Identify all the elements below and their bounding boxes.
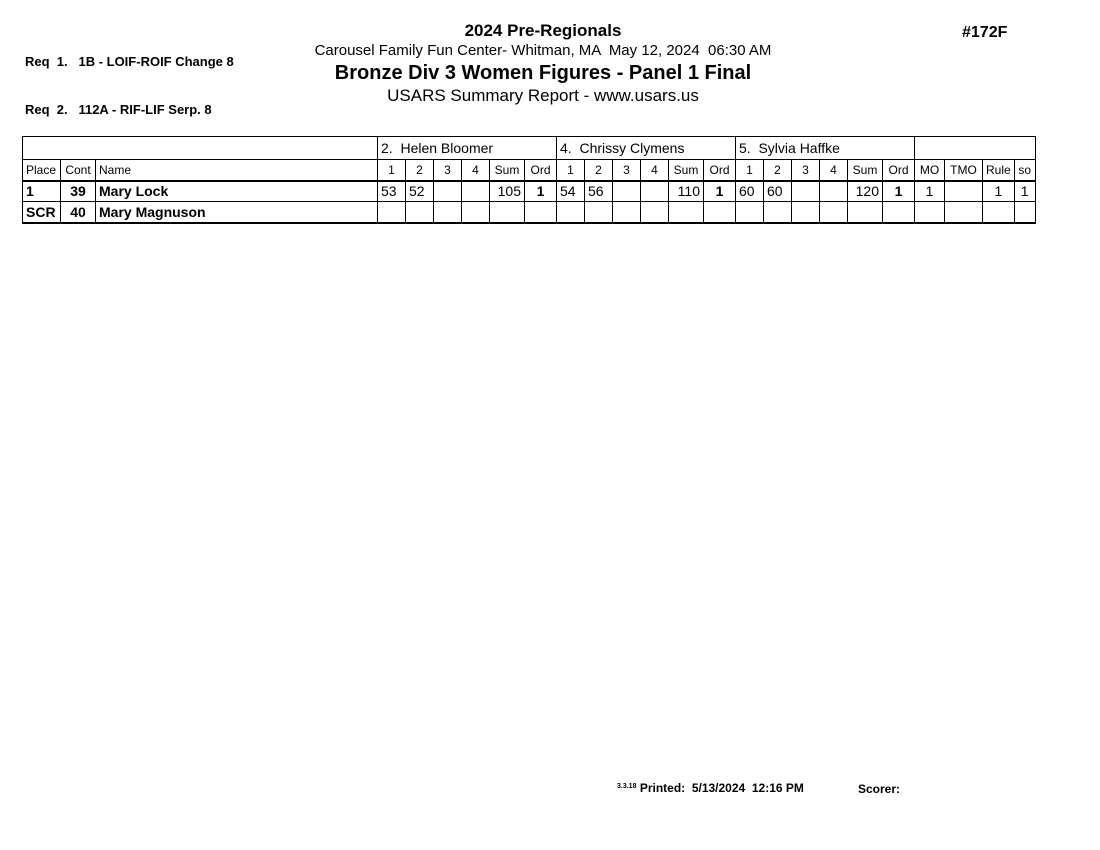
column-header-4: 4 — [641, 160, 669, 181]
cell-score — [557, 202, 585, 223]
column-header-4: 4 — [462, 160, 490, 181]
column-header-3: 3 — [434, 160, 462, 181]
scorer-label: Scorer: — [858, 782, 901, 796]
cell-sum: 110 — [669, 181, 704, 202]
column-header-1: 1 — [378, 160, 406, 181]
cell-score — [585, 202, 613, 223]
cell-score: 53 — [378, 181, 406, 202]
event-title: 2024 Pre-Regionals — [464, 21, 622, 40]
table-row — [23, 181, 1036, 202]
cell-score — [378, 202, 406, 223]
column-header-3: 3 — [613, 160, 641, 181]
column-header-3: 3 — [792, 160, 820, 181]
cell-cont: 39 — [61, 181, 96, 202]
cell-score — [820, 181, 848, 202]
cell-score — [462, 202, 490, 223]
judge-row-left-spacer — [23, 137, 378, 160]
cell-score — [641, 202, 669, 223]
column-header-2: 2 — [406, 160, 434, 181]
requirement-line-2: Req 2. 112A - RIF-LIF Serp. 8 — [25, 102, 212, 117]
cell-sum — [669, 202, 704, 223]
column-header-rule: Rule — [983, 160, 1015, 181]
cell-sum: 105 — [490, 181, 525, 202]
column-header-sum: Sum — [669, 160, 704, 181]
judge-row-right-spacer — [915, 137, 1036, 160]
software-version: 3.3.18 — [617, 783, 637, 790]
judge-header: 5. Sylvia Haffke — [736, 137, 915, 160]
column-header-place: Place — [23, 160, 61, 181]
judge-header: 4. Chrissy Clymens — [557, 137, 736, 160]
venue-date-line: Carousel Family Fun Center- Whitman, MA May 12, 2024 06:30 AM — [314, 42, 772, 59]
cell-tmo — [945, 181, 983, 202]
cell-ord — [704, 202, 736, 223]
cell-score — [434, 202, 462, 223]
column-header-cont: Cont — [61, 160, 96, 181]
column-header-tmo: TMO — [945, 160, 983, 181]
cell-score: 52 — [406, 181, 434, 202]
cell-score — [764, 202, 792, 223]
cell-ord: 1 — [525, 181, 557, 202]
cell-score — [613, 202, 641, 223]
cell-place: SCR — [23, 202, 61, 223]
cell-score — [613, 181, 641, 202]
report-header — [0, 20, 1086, 107]
cell-sum — [490, 202, 525, 223]
printed-timestamp: Printed: 5/13/2024 12:16 PM — [639, 781, 804, 795]
cell-tmo — [945, 202, 983, 223]
column-header-1: 1 — [736, 160, 764, 181]
event-number: #172F — [962, 24, 1008, 41]
column-header-ord: Ord — [883, 160, 915, 181]
cell-ord — [883, 202, 915, 223]
cell-score — [406, 202, 434, 223]
cell-sum — [848, 202, 883, 223]
cell-cont: 40 — [61, 202, 96, 223]
cell-ord: 1 — [883, 181, 915, 202]
column-header-sum: Sum — [490, 160, 525, 181]
cell-score — [736, 202, 764, 223]
column-header-ord: Ord — [525, 160, 557, 181]
cell-mo — [915, 202, 945, 223]
column-header-4: 4 — [820, 160, 848, 181]
cell-score — [434, 181, 462, 202]
cell-score — [792, 202, 820, 223]
cell-score: 56 — [585, 181, 613, 202]
cell-name: Mary Lock — [96, 181, 378, 202]
cell-mo: 1 — [915, 181, 945, 202]
column-header-1: 1 — [557, 160, 585, 181]
judge-header: 2. Helen Bloomer — [378, 137, 557, 160]
column-header-2: 2 — [764, 160, 792, 181]
cell-score — [792, 181, 820, 202]
results-table — [22, 136, 1036, 224]
printed-line — [617, 781, 804, 795]
column-header-2: 2 — [585, 160, 613, 181]
requirement-line-1: Req 1. 1B - LOIF-ROIF Change 8 — [25, 54, 234, 69]
cell-rule: 1 — [983, 181, 1015, 202]
column-header-ord: Ord — [704, 160, 736, 181]
cell-score: 60 — [764, 181, 792, 202]
cell-rule — [983, 202, 1015, 223]
cell-score — [641, 181, 669, 202]
cell-score: 60 — [736, 181, 764, 202]
column-header-name: Name — [96, 160, 378, 181]
cell-so: 1 — [1014, 181, 1035, 202]
cell-score — [820, 202, 848, 223]
cell-ord — [525, 202, 557, 223]
column-header-so: so — [1014, 160, 1035, 181]
column-header-mo: MO — [915, 160, 945, 181]
cell-score — [462, 181, 490, 202]
cell-ord: 1 — [704, 181, 736, 202]
table-row — [23, 202, 1036, 223]
column-header-sum: Sum — [848, 160, 883, 181]
cell-so — [1014, 202, 1035, 223]
cell-score: 54 — [557, 181, 585, 202]
cell-sum: 120 — [848, 181, 883, 202]
division-title: Bronze Div 3 Women Figures - Panel 1 Final — [334, 62, 752, 84]
cell-place: 1 — [23, 181, 61, 202]
cell-name: Mary Magnuson — [96, 202, 378, 223]
report-type-line: USARS Summary Report - www.usars.us — [387, 86, 699, 105]
